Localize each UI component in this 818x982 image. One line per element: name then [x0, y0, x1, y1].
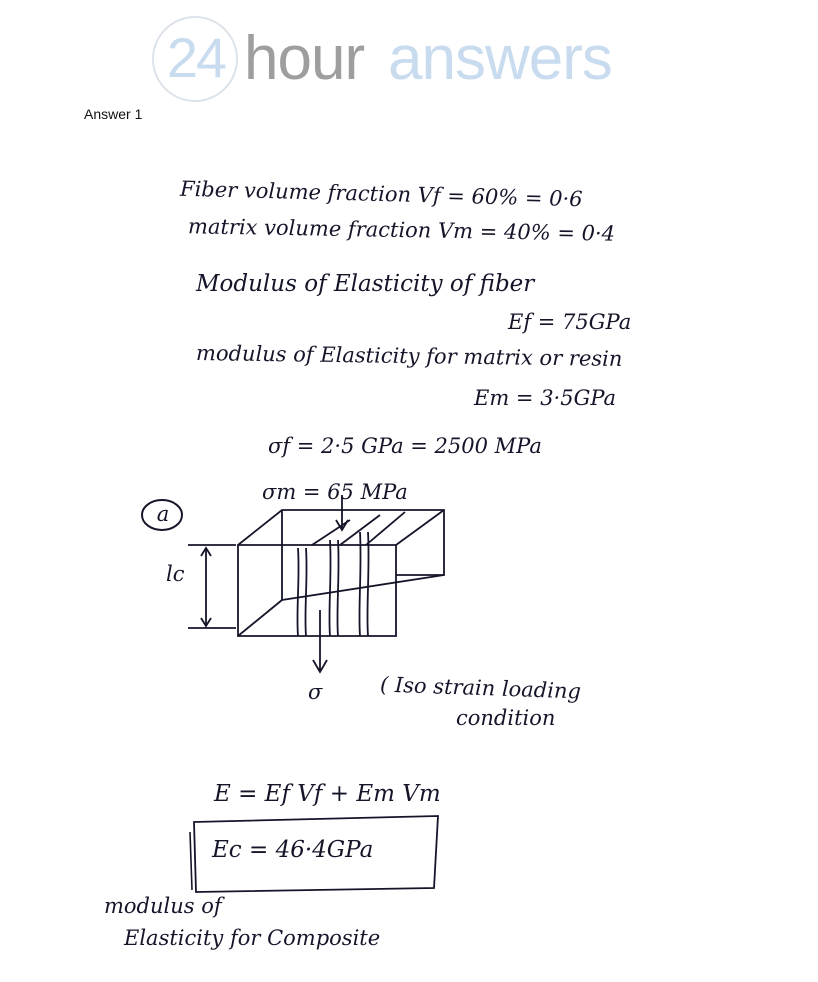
logo-number: 24: [166, 26, 226, 89]
matrix-strength-line: σm = 65 MPa: [262, 480, 408, 504]
part-a-marker: a: [156, 502, 170, 526]
loading-condition-line1: ( Iso strain loading: [379, 672, 582, 704]
fiber-modulus-value: Ef = 75GPa: [508, 310, 632, 334]
logo-text-answers: answers: [388, 24, 612, 93]
matrix-modulus-heading: modulus of Elasticity for matrix or resin: [195, 341, 623, 371]
caption-line1: modulus of: [104, 894, 222, 918]
matrix-modulus-value: Em = 3·5GPa: [474, 386, 617, 410]
sigma-label: σ: [308, 680, 323, 704]
rule-of-mixtures-equation: E = Ef Vf + Em Vm: [214, 781, 441, 807]
answer-label: Answer 1: [84, 106, 143, 122]
fiber-volume-fraction-line: Fiber volume fraction Vf = 60% = 0·6: [179, 176, 583, 212]
logo-text-hour: hour: [244, 24, 365, 93]
result-box-side: [190, 832, 192, 890]
result-box: [194, 816, 438, 892]
matrix-volume-fraction-line: matrix volume fraction Vm = 40% = 0·4: [187, 214, 616, 246]
composite-modulus-result: Ec = 46·4GPa: [212, 837, 374, 863]
lc-label: lc: [166, 562, 185, 586]
fiber-strength-line: σf = 2·5 GPa = 2500 MPa: [268, 434, 542, 458]
fiber-modulus-heading: Modulus of Elasticity of fiber: [196, 271, 535, 297]
caption-line2: Elasticity for Composite: [124, 926, 381, 950]
lc-dimension: [188, 545, 236, 628]
loading-condition-line2: condition: [456, 706, 556, 730]
part-marker-circle: [142, 500, 182, 530]
